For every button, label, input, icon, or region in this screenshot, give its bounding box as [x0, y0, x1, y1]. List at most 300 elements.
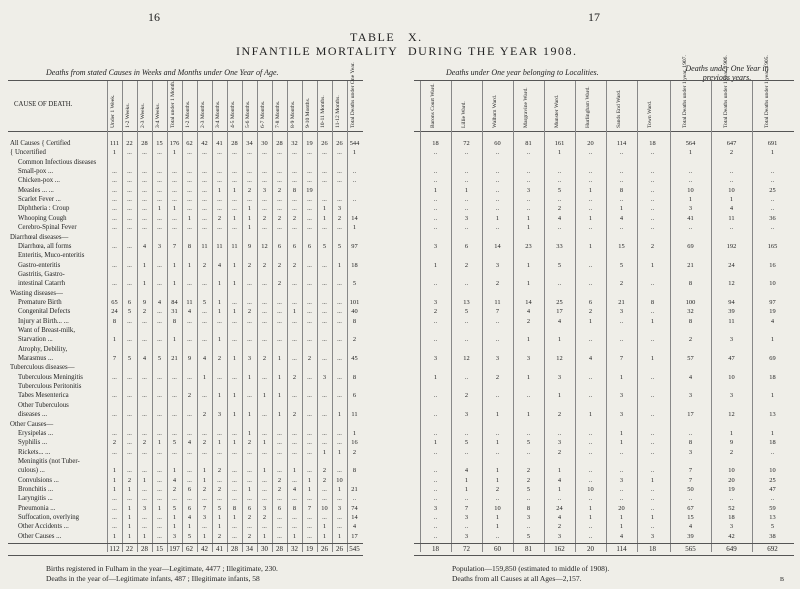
- ward-cell: 20: [618, 504, 625, 512]
- age-cell: ...: [202, 177, 207, 185]
- age-cell: 4: [157, 298, 162, 306]
- ward-cell: ..: [650, 149, 655, 157]
- ward-cell: ..: [588, 280, 593, 288]
- age-cell: 6: [277, 242, 282, 250]
- ward-cell: 60: [494, 140, 501, 147]
- total-cell: 60: [494, 545, 501, 554]
- ward-cell: 2: [495, 373, 500, 381]
- ward-cell: 2: [433, 308, 438, 316]
- age-cell: ...: [322, 308, 327, 316]
- ward-cell: ..: [650, 205, 655, 213]
- age-cell: 1: [277, 411, 282, 419]
- age-cell: 1: [292, 532, 297, 540]
- age-cell: ...: [187, 177, 192, 185]
- age-cell: ...: [262, 298, 267, 306]
- ward-cell: ..: [588, 196, 593, 204]
- previous-year-cell: 13: [769, 411, 776, 419]
- ward-cell: ..: [464, 177, 469, 185]
- age-cell: 24: [111, 308, 118, 316]
- age-cell: ...: [247, 523, 252, 531]
- age-cell: ...: [262, 336, 267, 344]
- age-cell: ...: [157, 411, 162, 419]
- age-cell: 2: [247, 186, 252, 194]
- age-cell: 40: [351, 308, 358, 316]
- previous-year-cell: 47: [728, 355, 735, 363]
- age-cell: ...: [337, 224, 342, 232]
- row-label: diseases ...: [18, 411, 48, 419]
- previous-year-cell: 1: [688, 149, 693, 157]
- ward-cell: ..: [495, 196, 500, 204]
- age-cell: ...: [292, 196, 297, 204]
- age-cell: 14: [351, 514, 358, 521]
- age-cell: ...: [232, 317, 237, 325]
- row-label: Diarrhœal diseases—: [10, 233, 69, 241]
- previous-year-cell: ..: [770, 448, 775, 456]
- age-cell: 1: [112, 485, 117, 493]
- age-cell: ...: [202, 448, 207, 456]
- age-cell: 2: [247, 532, 252, 540]
- row-label: Tuberculous Meningitis: [18, 373, 83, 381]
- age-cell: ...: [262, 149, 267, 157]
- age-column-header: 1-2 Months.: [185, 100, 191, 128]
- row-label: All Causes { Certified: [10, 140, 71, 147]
- ward-cell: 1: [588, 186, 593, 194]
- age-cell: ...: [292, 177, 297, 185]
- previous-year-cell: 1: [770, 392, 775, 400]
- age-cell: ...: [127, 467, 132, 475]
- totals-rule-left: [8, 543, 363, 544]
- age-cell: 8: [112, 317, 117, 325]
- age-cell: 1: [217, 308, 222, 316]
- age-cell: ...: [262, 317, 267, 325]
- ward-column-header: Barons Court Ward.: [430, 83, 436, 128]
- age-cell: ...: [292, 280, 297, 288]
- age-cell: ...: [217, 196, 222, 204]
- age-cell: ...: [127, 242, 132, 250]
- age-cell: 2: [217, 355, 222, 363]
- age-cell: ...: [277, 196, 282, 204]
- age-cell: 1: [172, 523, 177, 531]
- age-cell: ...: [322, 149, 327, 157]
- age-cell: 4: [187, 514, 192, 521]
- ward-cell: ..: [650, 411, 655, 419]
- age-cell: ...: [127, 205, 132, 213]
- ward-cell: 1: [557, 392, 562, 400]
- ward-cell: 18: [432, 140, 439, 147]
- previous-year-cell: 11: [728, 214, 735, 222]
- age-cell: ...: [157, 317, 162, 325]
- age-cell: ...: [307, 205, 312, 213]
- age-cell: ...: [337, 177, 342, 185]
- previous-year-cell: 10: [728, 186, 735, 194]
- age-cell: 1: [187, 523, 192, 531]
- ward-cell: 24: [556, 504, 563, 512]
- age-cell: 1: [232, 214, 237, 222]
- age-cell: ...: [187, 186, 192, 194]
- age-cell: 1: [127, 504, 132, 512]
- age-cell: ...: [292, 205, 297, 213]
- age-cell: ...: [157, 196, 162, 204]
- previous-year-cell: ..: [770, 224, 775, 232]
- ward-cell: ..: [557, 168, 562, 176]
- ward-cell: ..: [464, 448, 469, 456]
- age-cell: ...: [307, 439, 312, 447]
- age-cell: ...: [187, 149, 192, 157]
- ward-cell: 21: [618, 298, 625, 306]
- age-cell: ...: [202, 186, 207, 194]
- previous-year-cell: 52: [728, 504, 735, 512]
- previous-year-cell: 4: [770, 317, 775, 325]
- age-cell: 1: [217, 186, 222, 194]
- ward-cell: ..: [557, 495, 562, 503]
- age-cell: ...: [277, 168, 282, 176]
- age-cell: ...: [307, 308, 312, 316]
- age-cell: 2: [247, 439, 252, 447]
- age-cell: ...: [157, 280, 162, 288]
- signature-mark: B: [780, 577, 785, 583]
- ward-cell: 3: [526, 514, 531, 521]
- previous-year-cell: 564: [685, 140, 696, 147]
- age-cell: ...: [292, 336, 297, 344]
- ward-cell: 3: [557, 532, 562, 540]
- age-cell: 1: [127, 532, 132, 540]
- age-column-header: 3-4 Months.: [215, 100, 221, 128]
- ward-cell: 4: [464, 467, 469, 475]
- ward-cell: 3: [650, 532, 655, 540]
- age-cell: ...: [247, 149, 252, 157]
- age-cell: ...: [322, 336, 327, 344]
- ward-cell: 6: [588, 298, 593, 306]
- age-cell: 2: [247, 261, 252, 269]
- previous-year-cell: 8: [688, 280, 693, 288]
- ward-cell: 3: [433, 355, 438, 363]
- age-cell: ...: [217, 448, 222, 456]
- age-cell: 1: [202, 373, 207, 381]
- age-cell: 6: [187, 504, 192, 512]
- ward-cell: 2: [464, 261, 469, 269]
- ward-cell: ..: [433, 448, 438, 456]
- age-cell: ...: [172, 224, 177, 232]
- age-cell: 1: [277, 355, 282, 363]
- ward-cell: 4: [619, 214, 624, 222]
- ward-cell: 1: [650, 261, 655, 269]
- age-cell: 1: [127, 514, 132, 521]
- age-cell: ...: [157, 308, 162, 316]
- age-cell: 34: [246, 140, 253, 147]
- age-cell: 1: [232, 280, 237, 288]
- ward-cell: 18: [649, 140, 656, 147]
- ward-cell: ..: [433, 392, 438, 400]
- header-rule-left: [8, 80, 363, 81]
- age-cell: ...: [217, 429, 222, 437]
- age-cell: ...: [187, 205, 192, 213]
- ward-cell: 15: [618, 242, 625, 250]
- total-cell: 28: [141, 545, 148, 554]
- age-cell: ...: [202, 149, 207, 157]
- age-cell: ...: [217, 476, 222, 484]
- ward-cell: 7: [495, 308, 500, 316]
- ward-cell: ..: [495, 186, 500, 194]
- previous-year-cell: 69: [687, 242, 694, 250]
- previous-year-cell: 3: [688, 448, 693, 456]
- age-cell: ...: [307, 317, 312, 325]
- age-cell: 1: [157, 439, 162, 447]
- ward-cell: 3: [495, 355, 500, 363]
- age-cell: 2: [247, 308, 252, 316]
- age-cell: ...: [292, 392, 297, 400]
- ward-cell: 1: [526, 261, 531, 269]
- ward-cell: ..: [650, 504, 655, 512]
- ward-cell: ..: [495, 149, 500, 157]
- ward-cell: 3: [433, 504, 438, 512]
- ward-cell: 33: [556, 242, 563, 250]
- previous-year-cell: 19: [728, 485, 735, 493]
- age-cell: 1: [232, 308, 237, 316]
- age-cell: ...: [292, 149, 297, 157]
- previous-year-cell: 69: [769, 355, 776, 363]
- age-cell: ...: [322, 495, 327, 503]
- age-cell: 19: [306, 186, 313, 194]
- ward-cell: ..: [526, 495, 531, 503]
- previous-year-cell: ..: [770, 168, 775, 176]
- age-cell: ...: [262, 485, 267, 493]
- ward-cell: 1: [495, 476, 500, 484]
- ward-cell: 2: [619, 280, 624, 288]
- age-cell: ...: [127, 214, 132, 222]
- age-cell: ...: [112, 373, 117, 381]
- age-cell: 5: [322, 242, 327, 250]
- age-cell: ...: [277, 429, 282, 437]
- footer-infant-deaths: Deaths in the year of—Legitimate infants, 487 ; Illegitimate infants, 58: [46, 574, 260, 583]
- age-cell: 12: [261, 242, 268, 250]
- total-cell: 32: [291, 545, 298, 554]
- age-cell: ...: [112, 429, 117, 437]
- age-cell: ...: [112, 514, 117, 521]
- total-cell: 30: [261, 545, 268, 554]
- age-cell: ...: [277, 308, 282, 316]
- row-label: Common Infectious diseases: [18, 158, 97, 166]
- total-cell: 162: [554, 545, 565, 554]
- ward-cell: 1: [619, 514, 624, 521]
- age-cell: 101: [349, 298, 360, 306]
- age-cell: 2: [217, 467, 222, 475]
- age-cell: ...: [292, 355, 297, 363]
- previous-year-cell: 8: [688, 317, 693, 325]
- ward-cell: ..: [526, 196, 531, 204]
- ward-cell: 4: [588, 355, 593, 363]
- age-cell: ...: [172, 196, 177, 204]
- age-cell: 8: [292, 504, 297, 512]
- age-cell: ...: [262, 196, 267, 204]
- age-cell: ...: [112, 523, 117, 531]
- row-label: Tuberculous Peritonitis: [18, 383, 82, 391]
- age-cell: ...: [292, 448, 297, 456]
- row-label: Meningitis (not Tuber-: [18, 457, 80, 465]
- age-cell: ...: [307, 392, 312, 400]
- age-cell: 15: [156, 140, 163, 147]
- age-cell: ...: [292, 168, 297, 176]
- age-cell: ...: [112, 177, 117, 185]
- ward-cell: ..: [588, 205, 593, 213]
- table-subtitle-left: INFANTILE MORTALITY: [236, 44, 399, 58]
- age-cell: ...: [307, 429, 312, 437]
- age-cell: 1: [172, 467, 177, 475]
- ward-cell: 2: [588, 308, 593, 316]
- previous-year-cell: 3: [729, 523, 734, 531]
- age-cell: 2: [202, 261, 207, 269]
- previous-year-cell: 47: [769, 485, 776, 493]
- age-cell: 11: [201, 242, 208, 250]
- age-cell: 1: [337, 448, 342, 456]
- total-cell: 72: [463, 545, 470, 554]
- age-cell: ...: [307, 336, 312, 344]
- age-cell: 2: [262, 514, 267, 521]
- ward-cell: 3: [557, 439, 562, 447]
- age-cell: ...: [202, 523, 207, 531]
- age-cell: 32: [291, 140, 298, 147]
- age-cell: 1: [172, 205, 177, 213]
- age-cell: 5: [352, 280, 357, 288]
- ward-cell: ..: [619, 196, 624, 204]
- age-column-header: 10-11 Months.: [320, 95, 326, 128]
- ward-cell: 1: [495, 523, 500, 531]
- ward-cell: ..: [464, 373, 469, 381]
- age-cell: ...: [247, 336, 252, 344]
- age-cell: 1: [262, 439, 267, 447]
- age-cell: ...: [127, 168, 132, 176]
- previous-year-cell: 1: [729, 429, 734, 437]
- ward-cell: ..: [588, 439, 593, 447]
- age-cell: ...: [142, 373, 147, 381]
- ward-column-header: Walham Ward.: [492, 94, 498, 128]
- age-cell: 3: [202, 514, 207, 521]
- age-cell: 1: [247, 429, 252, 437]
- previous-year-cell: ..: [688, 168, 693, 176]
- age-cell: ...: [172, 411, 177, 419]
- age-cell: ...: [127, 196, 132, 204]
- footer-births: Births registered in Fulham in the year—Legitimate, 4477 ; Illegitimate, 230.: [46, 564, 278, 573]
- age-cell: 1: [307, 476, 312, 484]
- ward-cell: ..: [588, 168, 593, 176]
- age-cell: ...: [127, 280, 132, 288]
- ward-cell: 3: [495, 261, 500, 269]
- age-cell: ...: [262, 168, 267, 176]
- previous-year-cell: 25: [769, 476, 776, 484]
- age-cell: ...: [142, 149, 147, 157]
- ward-cell: 4: [557, 476, 562, 484]
- age-cell: 14: [351, 214, 358, 222]
- age-column-header: 4-5 Months.: [230, 100, 236, 128]
- ward-cell: 1: [619, 523, 624, 531]
- age-cell: ...: [337, 308, 342, 316]
- age-cell: 2: [262, 214, 267, 222]
- age-cell: ...: [277, 439, 282, 447]
- age-cell: 1: [352, 224, 357, 232]
- previous-year-cell: 18: [769, 373, 776, 381]
- previous-year-cell: 39: [687, 532, 694, 540]
- ward-cell: 2: [526, 317, 531, 325]
- previous-year-cell: 17: [687, 411, 694, 419]
- previous-year-cell: 9: [729, 439, 734, 447]
- age-cell: 1: [217, 523, 222, 531]
- row-label: Scarlet Fever ...: [18, 196, 61, 204]
- age-cell: 2: [262, 261, 267, 269]
- ward-cell: ..: [433, 467, 438, 475]
- age-cell: ...: [307, 168, 312, 176]
- ward-cell: ..: [526, 168, 531, 176]
- ward-cell: ..: [557, 429, 562, 437]
- age-cell: 1: [322, 205, 327, 213]
- age-cell: ...: [142, 168, 147, 176]
- age-cell: 111: [109, 140, 120, 147]
- ward-cell: ..: [650, 280, 655, 288]
- total-cell: 112: [109, 545, 120, 554]
- age-cell: ...: [157, 392, 162, 400]
- ward-cell: 3: [464, 514, 469, 521]
- ward-cell: 1: [588, 317, 593, 325]
- ward-cell: 1: [526, 411, 531, 419]
- previous-year-cell: ..: [729, 168, 734, 176]
- ward-cell: 1: [619, 205, 624, 213]
- previous-year-cell: 18: [769, 439, 776, 447]
- age-cell: 8: [172, 317, 177, 325]
- ward-cell: ..: [588, 467, 593, 475]
- age-cell: ...: [112, 392, 117, 400]
- ward-column-header: Town Ward.: [647, 100, 653, 128]
- age-cell: ...: [262, 308, 267, 316]
- age-cell: ...: [157, 177, 162, 185]
- total-cell: 18: [432, 545, 439, 554]
- previous-year-cell: 2: [729, 149, 734, 157]
- age-cell: ...: [277, 448, 282, 456]
- age-cell: 17: [351, 532, 358, 540]
- totals-rule-right: [414, 543, 794, 544]
- age-cell: ...: [337, 467, 342, 475]
- age-cell: 26: [336, 140, 343, 147]
- previous-year-cell: 100: [685, 298, 696, 306]
- age-cell: 2: [142, 439, 147, 447]
- age-cell: 41: [216, 140, 223, 147]
- age-cell: ...: [337, 392, 342, 400]
- ward-cell: 3: [433, 298, 438, 306]
- ward-column-header: Margravine Ward.: [523, 87, 529, 128]
- age-cell: ...: [337, 495, 342, 503]
- ward-cell: 1: [464, 485, 469, 493]
- ward-cell: 1: [464, 186, 469, 194]
- age-cell: 1: [172, 280, 177, 288]
- age-cell: 5: [202, 298, 207, 306]
- age-cell: ...: [142, 485, 147, 493]
- ward-cell: 2: [526, 467, 531, 475]
- ward-cell: ..: [495, 168, 500, 176]
- age-cell: ...: [277, 532, 282, 540]
- ward-cell: ..: [433, 280, 438, 288]
- age-cell: 4: [217, 261, 222, 269]
- ward-cell: 1: [464, 476, 469, 484]
- age-cell: 28: [231, 140, 238, 147]
- cause-of-death-header: CAUSE OF DEATH.: [14, 101, 73, 108]
- age-column-header: 2-3 Months.: [200, 100, 206, 128]
- ward-cell: ..: [619, 168, 624, 176]
- row-label: Want of Breast-milk,: [18, 327, 76, 334]
- age-cell: 3: [262, 504, 267, 512]
- age-cell: 3: [172, 532, 177, 540]
- age-cell: 5: [172, 504, 177, 512]
- total-cell: 649: [726, 545, 737, 554]
- age-cell: 3: [337, 504, 342, 512]
- age-cell: 4: [187, 308, 192, 316]
- ward-cell: 11: [494, 298, 501, 306]
